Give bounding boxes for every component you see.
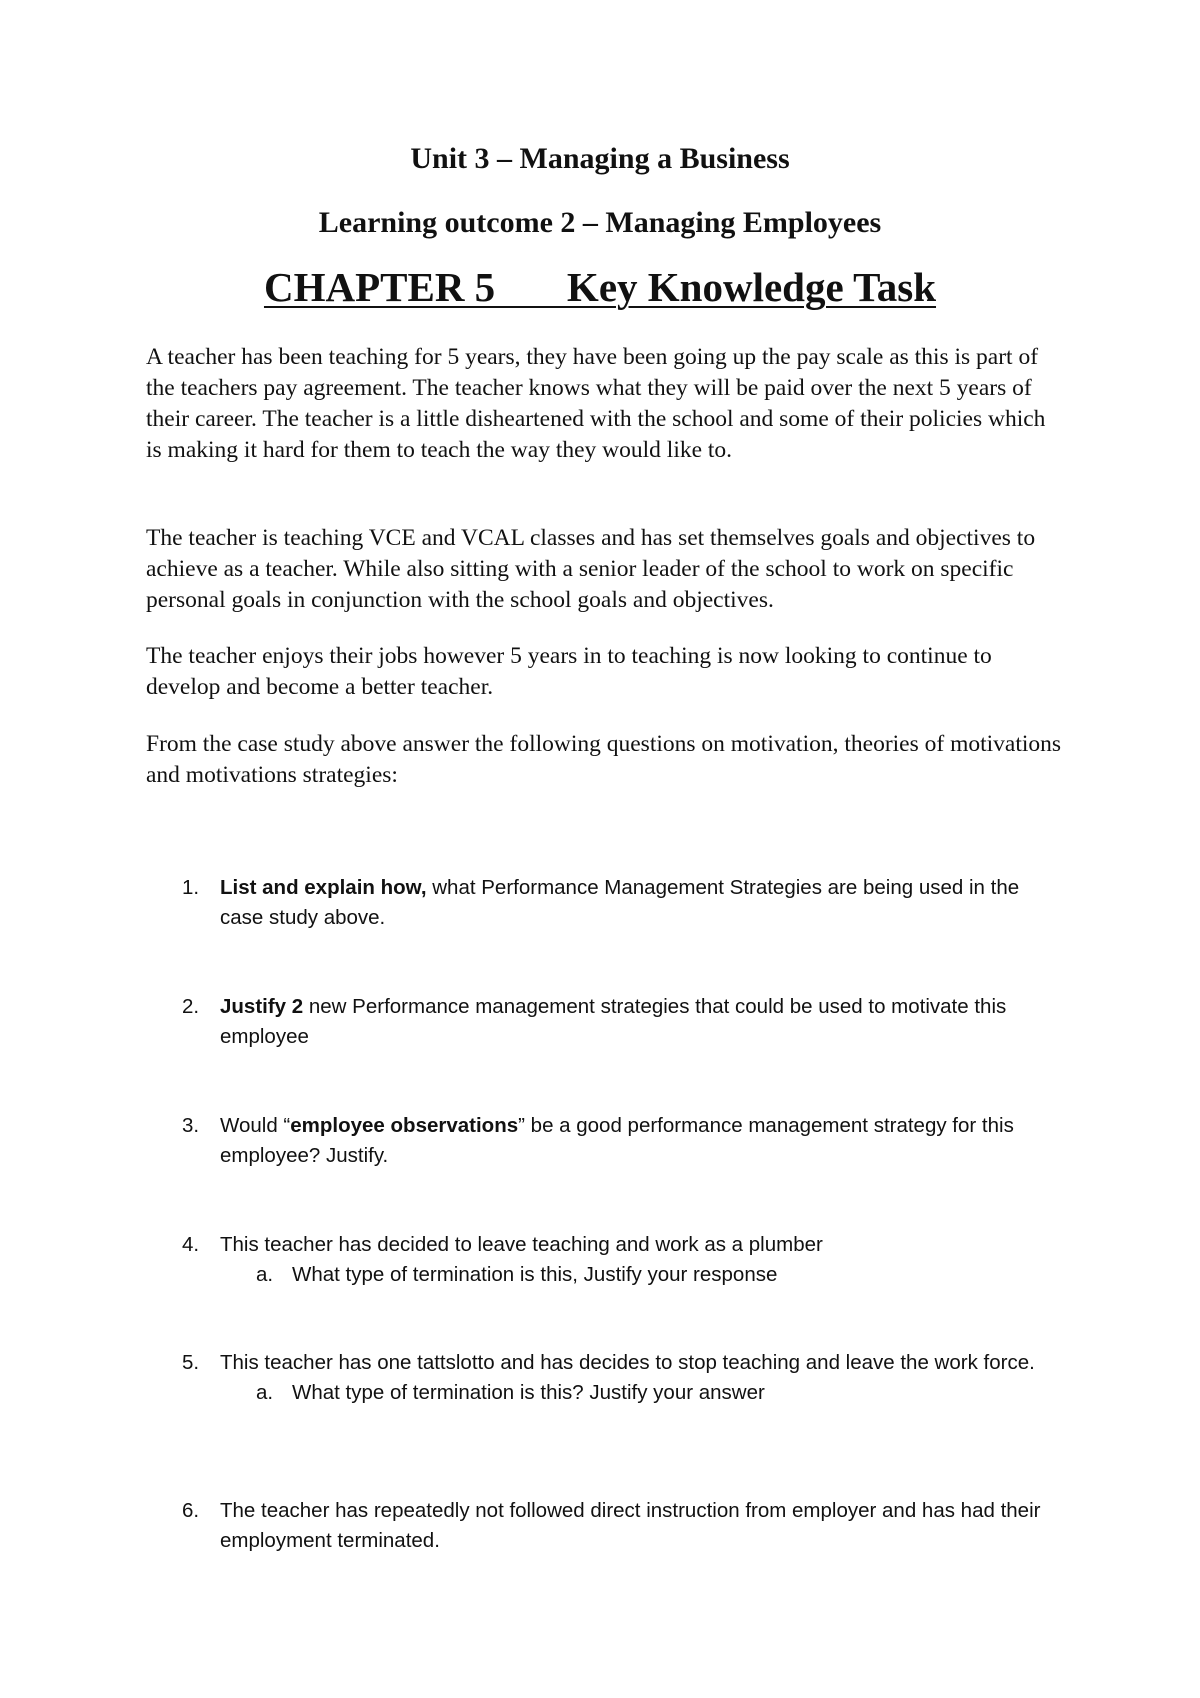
question-rest: ” be a good performance management strategy for this employee? Justify. — [220, 1114, 1014, 1167]
question-text — [220, 992, 1062, 1052]
question-emphasis: List and explain how, — [220, 876, 427, 899]
case-study-paragraph-2: The teacher is teaching VCE and VCAL classes and has set themselves goals and objectives to achieve as a teacher. While also sitting with a senior leader of the school to work on specific personal goals in conjunction with the school goals and objectives. — [146, 525, 1036, 613]
case-study-paragraph-1: A teacher has been teaching for 5 years, they have been going up the pay scale as this is part of the teachers pay agreement. The teacher knows what they will be paid over the next 5 years of their career. The teacher is a little disheartened with the school and some of their policies which is making it hard for them to teach the way they would like to. — [146, 344, 1046, 463]
sub-question-a — [256, 1378, 1062, 1408]
question-5 — [182, 1348, 1062, 1408]
question-number: 2. — [182, 995, 200, 1018]
sub-question-letter: a. — [256, 1381, 274, 1404]
case-study-paragraph-3: The teacher enjoys their jobs however 5 years in to teaching is now looking to continue to develop and become a better teacher. — [146, 643, 992, 700]
question-text: The teacher has repeatedly not followed direct instruction from employer and has had their employment terminated. — [220, 1499, 1041, 1552]
question-text: This teacher has decided to leave teaching and work as a plumber — [220, 1233, 823, 1256]
question-number: 6. — [182, 1499, 200, 1522]
sub-question-text: What type of termination is this, Justify your response — [292, 1263, 778, 1286]
learning-outcome-heading: Learning outcome 2 – Managing Employees — [318, 206, 882, 239]
question-4 — [182, 1230, 1062, 1290]
question-rest: what Performance Management Strategies are being used in the case study above. — [220, 876, 1020, 929]
question-text — [220, 1111, 1062, 1171]
question-3 — [182, 1111, 1062, 1171]
question-lead: Would “ — [220, 1114, 291, 1137]
question-emphasis: Justify 2 — [220, 995, 304, 1018]
question-text: This teacher has one tattslotto and has decides to stop teaching and leave the work force. — [220, 1351, 1035, 1374]
sub-question-a — [256, 1260, 1062, 1290]
question-2 — [182, 992, 1062, 1052]
question-rest: new Performance management strategies that could be used to motivate this employee — [220, 995, 1007, 1048]
question-emphasis: employee observations — [290, 1114, 519, 1137]
question-text — [220, 873, 1062, 933]
question-number: 5. — [182, 1351, 200, 1374]
chapter-title: CHAPTER 5 Key Knowledge Task — [263, 264, 937, 310]
question-1 — [182, 873, 1062, 933]
sub-question-text: What type of termination is this? Justify your answer — [292, 1381, 765, 1404]
question-number: 1. — [182, 876, 200, 899]
question-number: 3. — [182, 1114, 200, 1137]
instructions-paragraph: From the case study above answer the following questions on motivation, theories of motivations and motivations strategies: — [146, 731, 1062, 788]
unit-heading: Unit 3 – Managing a Business — [410, 142, 790, 175]
sub-question-letter: a. — [256, 1263, 274, 1286]
question-number: 4. — [182, 1233, 200, 1256]
question-6 — [182, 1496, 1062, 1556]
